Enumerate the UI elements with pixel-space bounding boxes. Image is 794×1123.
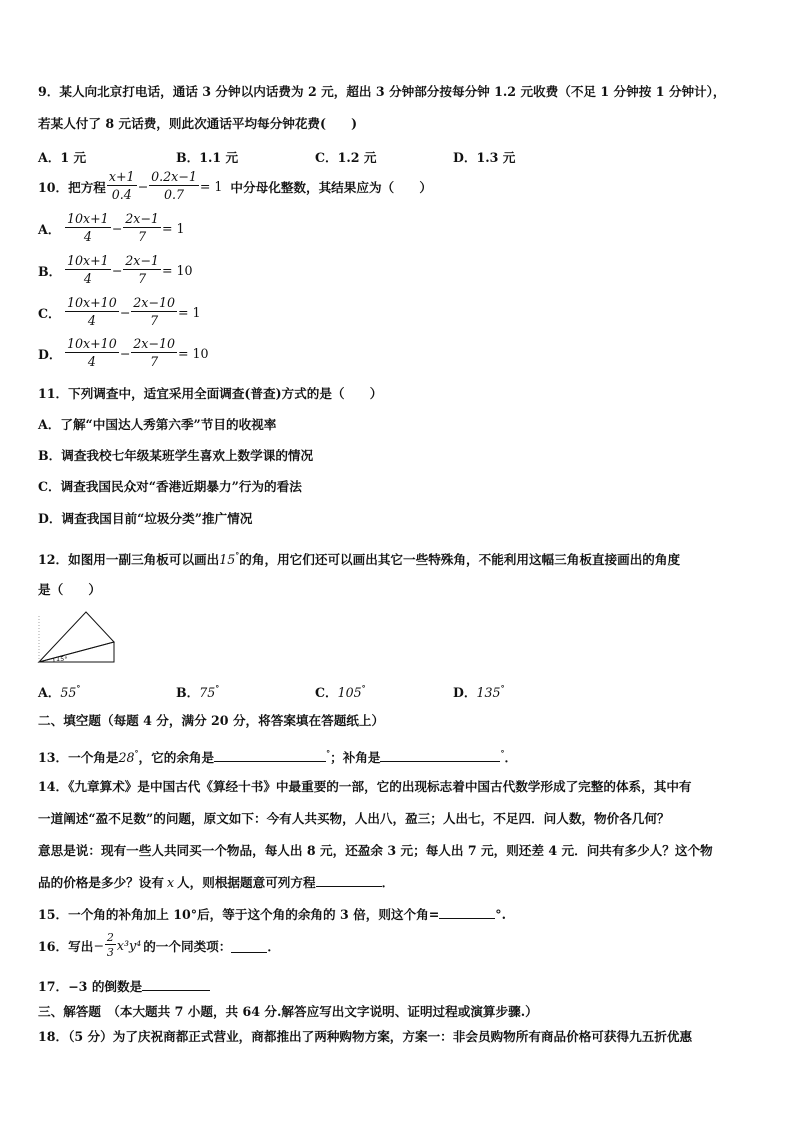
denominator: 4 [83,229,92,244]
rhs: = 10 [177,345,209,361]
q14-line4-a: 品的价格是多少？设有 [38,875,164,890]
option-label: D． [38,346,62,362]
q14-line4 [38,874,394,891]
minus-sign: − [119,345,131,361]
frac [123,212,161,244]
q12-line1-a: 12．如图用一副三角板可以画出 [38,552,220,567]
answer-blank-like-term[interactable] [231,940,267,953]
q13-b: ，它的余角是 [138,750,215,765]
q11-stem: 11．下列调查中，适宜采用全面调查(普查)方式的是（ ） [38,386,383,401]
minus-sign: − [111,262,123,278]
option-value: 75 [199,685,216,700]
triangle-45 [39,642,114,662]
option-value: 55 [60,685,77,700]
frac [65,337,119,369]
denominator: 3 [106,946,114,959]
figure-angle-label: 15° [56,655,68,663]
q9-line2: 若某人付了 8 元话费，则此次通话平均每分钟花费( ) [38,116,358,131]
q18-line1: 18．（5 分）为了庆祝商都正式营业，商都推出了两种购物方案，方案一：非会员购物所有商品价格可获得九五折优惠 [38,1029,693,1044]
option-value: 105 [337,685,362,700]
q16-b: 的一个同类项： [143,938,232,954]
option-label: C． [38,305,61,321]
denominator: 4 [83,271,92,286]
numerator: 2x−10 [133,336,175,351]
degree-sign: ° [361,683,366,693]
option-label: C． [315,685,338,700]
q10-prefix: 10．把方程 [38,179,106,195]
q9-option-d: D．1.3 元 [453,150,516,165]
rhs: = 10 [161,262,193,278]
minus-sign: − [111,220,123,236]
q9-options [38,147,598,163]
q12-option-b [176,682,219,701]
degree-sign: ° [326,748,331,758]
q12-options [38,682,598,698]
denominator: 0.4 [111,187,132,202]
q13-angle: 28 [118,750,135,765]
q16 [38,932,280,958]
denominator: 7 [138,229,147,244]
q13-end: ． [504,750,518,765]
degree-sign: ° [76,683,81,693]
triangle-set-figure [36,610,118,666]
option-label: B． [38,263,62,279]
degree-sign: ° [235,550,240,560]
q11-option-c: C．调查我国民众对“香港近期暴力”行为的看法 [38,479,302,494]
numerator: x+1 [108,169,135,184]
q10-option-a [38,212,185,244]
q16-expression: x³y⁴ [116,937,142,953]
q10-suffix: 中分母化整数，其结果应为（ ） [230,179,432,195]
numerator: 10x+10 [67,295,117,310]
denominator: 7 [150,313,159,328]
denominator: 7 [150,354,159,369]
minus-sign: − [137,178,149,194]
q9-line1: 9．某人向北京打电话，通话 3 分钟以内话费为 2 元，超出 3 分钟部分按每分钟 1.2 元收费（不足 1 分钟按 1 分钟计）， [38,84,726,99]
q14-line4-c: ． [381,875,395,890]
q14-line4-b: 人，则根据题意可列方程 [177,875,316,890]
numerator: 10x+1 [67,253,109,268]
denominator: 0.7 [163,187,184,202]
numerator: 2x−10 [133,295,175,310]
option-label: B． [176,685,200,700]
q12-line1 [38,547,680,568]
q9-option-a: A．1 元 [38,150,87,165]
section-2-heading: 二、填空题（每题 4 分，满分 20 分，将答案填在答题纸上） [38,713,385,728]
q10-option-b [38,254,193,286]
q17-a: 17．−3 的倒数是 [38,979,143,994]
q15-a: 15．一个角的补角加上 10°后，等于这个角的余角的 3 倍，则这个角= [38,907,440,922]
numerator: 2x−1 [125,253,159,268]
q11-option-b: B．调查我校七年级某班学生喜欢上数学课的情况 [38,448,314,463]
q12-angle: 15 [219,552,236,567]
q10-option-c [38,296,201,328]
q9-option-c: C．1.2 元 [315,150,377,165]
q14-var: x [166,875,175,890]
answer-blank-angle[interactable] [439,906,495,919]
q12-line1-b: 的角，用它们还可以画出其它一些特殊角，不能利用这幅三角板直接画出的角度 [239,552,681,567]
frac [131,337,177,369]
rhs: = 1 [177,304,201,320]
degree-sign: ° [134,748,139,758]
q12-line2: 是（ ） [38,582,101,597]
numerator: 10x+10 [67,336,117,351]
triangle-30-60 [39,612,114,662]
q11-option-d: D．调查我国目前“垃圾分类”推广情况 [38,511,253,526]
q14-line2: 一道阐述“盈不足数”的问题，原文如下：今有人共买物，人出八，盈三；人出七，不足四．问人数，物价各几何？ [38,811,670,826]
denominator: 7 [138,271,147,286]
q13 [38,745,517,766]
q9-option-b: B．1.1 元 [176,150,239,165]
q10-stem [38,170,432,202]
rhs: = 1 [161,220,185,236]
q14-line1: 14．《九章算术》是中国古代《算经十书》中最重要的一部，它的出现标志着中国古代数学形成了完整的体系，其中有 [38,779,692,794]
q10-frac2 [149,170,199,202]
q13-a: 13．一个角是 [38,750,119,765]
triangle-set-drawing [36,610,118,666]
option-label: A． [38,685,61,700]
degree-sign: ° [500,748,505,758]
q12-option-c [315,682,366,701]
frac [65,296,119,328]
section-3-heading: 三、解答题 （本大题共 7 小题，共 64 分.解答应写出文字说明、证明过程或演算步骤.） [38,1004,538,1019]
numerator: 0.2x−1 [151,169,197,184]
option-label: D． [453,685,477,700]
answer-blank-equation[interactable] [316,874,382,887]
minus-sign: − [119,304,131,320]
degree-sign: ° [500,683,505,693]
numerator: 2x−1 [125,211,159,226]
q15 [38,906,506,923]
q15-b: °. [495,907,506,922]
frac [131,296,177,328]
option-value: 135 [476,685,501,700]
rhs: = 1 [199,178,223,194]
answer-blank-reciprocal[interactable] [142,978,210,991]
degree-sign: ° [215,683,220,693]
numerator: 2 [106,931,114,944]
q13-c: ；补角是 [330,750,381,765]
frac [65,212,111,244]
q16-a: 16．写出 [38,938,94,954]
denominator: 4 [87,354,96,369]
q16-c: ． [267,938,280,954]
q16-fraction [105,932,116,958]
q12-option-d [453,682,505,701]
answer-blank-complement[interactable] [214,749,326,762]
q12-option-a [38,682,80,701]
numerator: 10x+1 [67,211,109,226]
q10-option-d [38,337,209,369]
q17 [38,978,210,995]
option-label: A． [38,221,61,237]
answer-blank-supplement[interactable] [380,749,500,762]
q10-frac1 [107,170,137,202]
q14-line3: 意思是说：现有一些人共同买一个物品，每人出 8 元，还盈余 3 元；每人出 7 元，则还差 4 元．问共有多少人？这个物 [38,843,713,858]
frac [123,254,161,286]
minus-sign: − [93,937,104,953]
q11-option-a: A．了解“中国达人秀第六季”节目的收视率 [38,417,277,432]
frac [65,254,111,286]
denominator: 4 [87,313,96,328]
